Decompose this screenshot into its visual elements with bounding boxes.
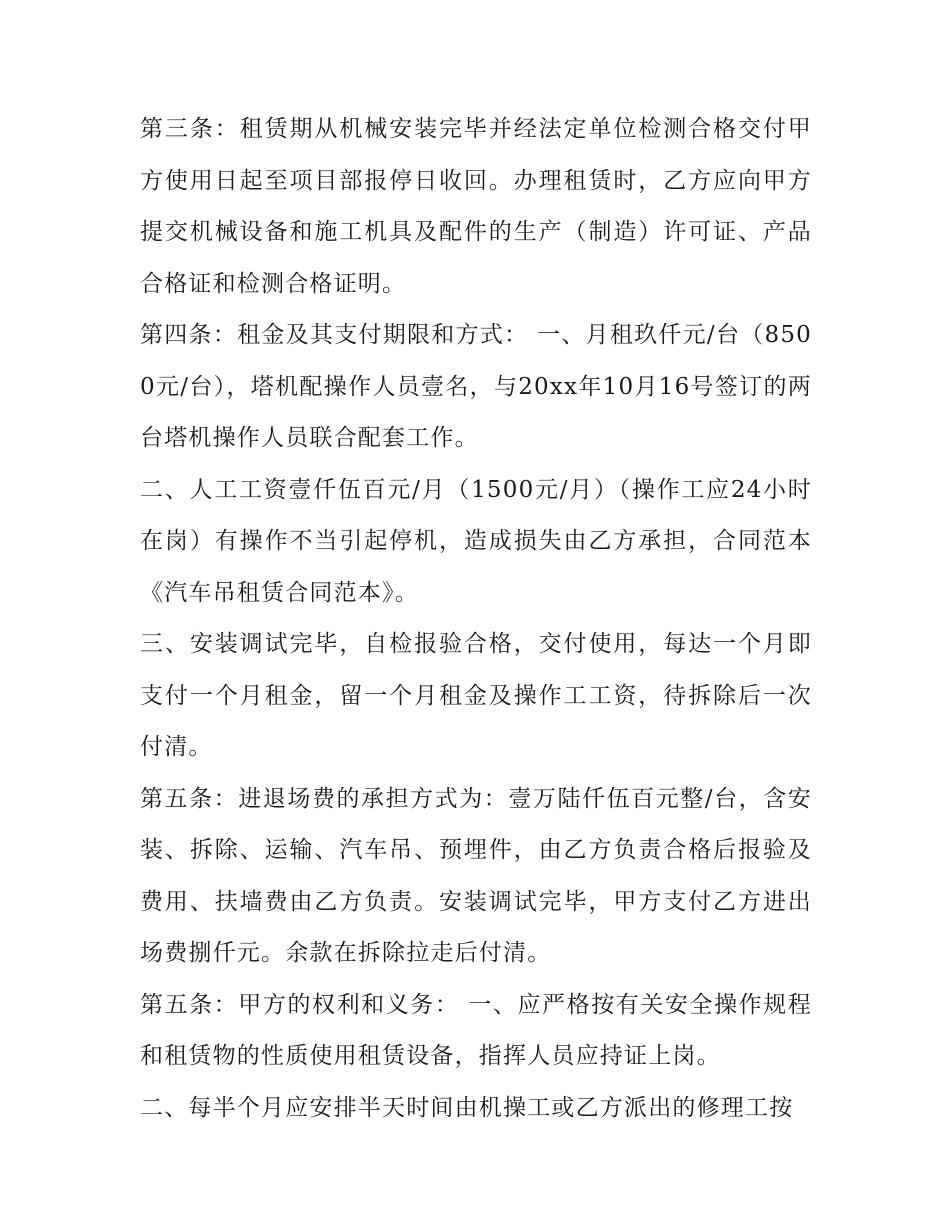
paragraph-article-5-rights: 第五条：甲方的权利和义务： 一、应严格按有关安全操作规程和租赁物的性质使用租赁设备，指挥人员应持证上岗。 bbox=[140, 991, 812, 1069]
paragraph-article-5-item-2: 二、每半个月应安排半天时间由机操工或乙方派出的修理工按 bbox=[140, 1094, 794, 1121]
paragraph-article-4: 第四条：租金及其支付期限和方式： 一、月租玖仟元/台（8500元/台），塔机配操作人员壹名，与20xx年10月16号签订的两台塔机操作人员联合配套工作。 bbox=[140, 322, 812, 451]
document-body bbox=[140, 104, 812, 1134]
paragraph-article-5-fees: 第五条：进退场费的承担方式为：壹万陆仟伍百元整/台，含安装、拆除、运输、汽车吊、预埋件，由乙方负责合格后报验及费用、扶墙费由乙方负责。安装调试完毕，甲方支付乙方进出场费捌仟元。余款在拆除拉走后付清。 bbox=[140, 785, 812, 966]
paragraph-article-4-item-2: 二、人工工资壹仟伍百元/月（1500元/月）（操作工应24小时在岗）有操作不当引起停机，造成损失由乙方承担，合同范本《汽车吊租赁合同范本》。 bbox=[140, 476, 812, 606]
paragraph-article-4-item-3: 三、安装调试完毕，自检报验合格，交付使用，每达一个月即支付一个月租金，留一个月租金及操作工工资，待拆除后一次付清。 bbox=[140, 631, 812, 760]
paragraph-article-3: 第三条：租赁期从机械安装完毕并经法定单位检测合格交付甲方使用日起至项目部报停日收回。办理租赁时，乙方应向甲方提交机械设备和施工机具及配件的生产（制造）许可证、产品合格证和检测合格证明。 bbox=[140, 116, 812, 297]
